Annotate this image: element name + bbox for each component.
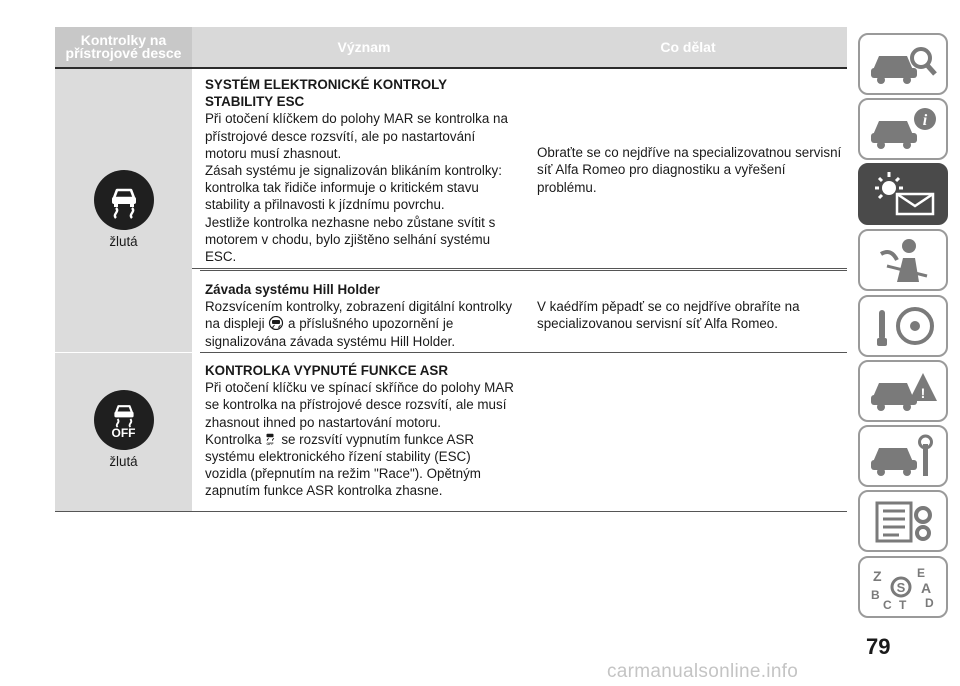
safety-tab[interactable] bbox=[858, 229, 948, 291]
light-envelope-icon bbox=[867, 170, 939, 218]
asr-off-text-b: se rozsvítí vypnutím funkce ASR systému elektronického řízení stability (ESC) vozidla (přepnutím na režim "Race"). Opětným zapnutím funkce ASR kontrolka zhasne. bbox=[205, 431, 481, 499]
esc-meaning-cell bbox=[192, 72, 522, 271]
svg-text:A: A bbox=[921, 580, 932, 596]
esc-indicator-cell bbox=[55, 170, 192, 249]
esc-skid-icon bbox=[94, 170, 154, 230]
header-meaning: Význam bbox=[337, 38, 391, 55]
airbag-person-icon bbox=[867, 236, 939, 284]
table-header bbox=[55, 27, 847, 69]
hill-holder-action-text: V kaédřím pěpadť se co nejdříve obraříte na specializovanou servisní síť Alfa Romeo. bbox=[537, 299, 800, 332]
hill-holder-text-a: Rozsvícením kontrolky, zobrazení digitální kontrolky na displeji bbox=[205, 299, 513, 332]
esc-display-icon bbox=[268, 316, 284, 330]
asr-off-meaning-cell bbox=[192, 358, 522, 506]
car-wrench-icon bbox=[867, 432, 939, 480]
asr-off-text-a: Kontrolka bbox=[205, 431, 262, 447]
emergency-tab[interactable] bbox=[858, 360, 948, 422]
svg-text:OFF: OFF bbox=[266, 441, 274, 446]
maintenance-tab[interactable] bbox=[858, 425, 948, 487]
esc-action-text: Obraťte se co nejdříve na specializovatnou servisní síť Alfa Romeo pro diagnostiku a vyřešení problému. bbox=[537, 145, 842, 195]
car-info-icon bbox=[867, 105, 939, 153]
asr-off-title: KONTROLKA VYPNUTÉ FUNKCE ASR bbox=[205, 363, 449, 378]
hill-holder-paragraph bbox=[205, 298, 516, 350]
svg-text:i: i bbox=[922, 112, 928, 129]
svg-text:B: B bbox=[871, 588, 880, 602]
asr-off-paragraph-2 bbox=[205, 431, 516, 500]
svg-text:D: D bbox=[925, 596, 934, 610]
esc-title: SYSTÉM ELEKTRONICKÉ KONTROLY STABILITY ESC bbox=[205, 77, 447, 110]
esc-action-cell bbox=[527, 72, 852, 270]
esc-paragraph-1: Při otočení klíčkem do polohy MAR se kontrolka na přístrojové desce rozsvítí, ale po nastartování motoru musí zhasnout. bbox=[205, 111, 508, 161]
car-search-tab[interactable] bbox=[858, 33, 948, 95]
svg-text:Z: Z bbox=[873, 568, 882, 584]
hill-holder-action-cell bbox=[527, 294, 852, 338]
esc-off-icon bbox=[94, 390, 154, 450]
warning-lights-tab[interactable] bbox=[858, 163, 948, 225]
svg-text:!: ! bbox=[920, 385, 926, 401]
watermark: carmanualsonline.info bbox=[607, 661, 799, 682]
asr-off-indicator-cell bbox=[55, 390, 192, 469]
driving-tab[interactable] bbox=[858, 295, 948, 357]
color-label: žlutá bbox=[109, 454, 138, 469]
car-magnifier-icon bbox=[867, 40, 939, 88]
hill-holder-text-b: a příslušného upozornění je signalizována závada systému Hill Holder. bbox=[205, 316, 456, 349]
esc-off-small-icon bbox=[262, 432, 278, 446]
list-gear-icon bbox=[867, 497, 939, 545]
car-warning-icon bbox=[867, 367, 939, 415]
svg-text:E: E bbox=[917, 566, 926, 580]
esc-paragraph-2: Zásah systému je signalizován blikáním kontrolky: kontrolka tak řidiče informuje o kritickém stavu stability a přilnavosti k jízdnímu povrchu. bbox=[205, 163, 502, 213]
svg-text:C: C bbox=[883, 598, 892, 611]
hill-holder-meaning-cell bbox=[192, 277, 522, 356]
index-tab[interactable] bbox=[858, 556, 948, 618]
header-indicator: Kontrolky na přístrojové desce bbox=[55, 27, 192, 67]
page-number: 79 bbox=[866, 634, 891, 659]
alphabet-index-icon bbox=[867, 563, 939, 611]
off-text: OFF bbox=[111, 426, 136, 440]
color-label: žlutá bbox=[109, 234, 138, 249]
hill-holder-title: Závada systému Hill Holder bbox=[205, 282, 380, 297]
row-divider bbox=[55, 511, 847, 512]
svg-text:T: T bbox=[899, 598, 907, 611]
car-info-tab[interactable] bbox=[858, 98, 948, 160]
esc-paragraph-3: Jestliže kontrolka nezhasne nebo zůstane svítit s motorem v chodu, bylo zjištěno selhání systému ESC. bbox=[205, 214, 496, 265]
svg-text:S: S bbox=[896, 580, 906, 595]
header-action: Co dělat bbox=[660, 38, 716, 55]
technical-data-tab[interactable] bbox=[858, 490, 948, 552]
steering-key-icon bbox=[867, 302, 939, 350]
asr-off-paragraph-1: Při otočení klíčku ve spínací skříňce do polohy MAR se kontrolka na přístrojové desce rozsvítí, ale musí zhasnout ihned po nastartování motoru. bbox=[205, 380, 514, 430]
